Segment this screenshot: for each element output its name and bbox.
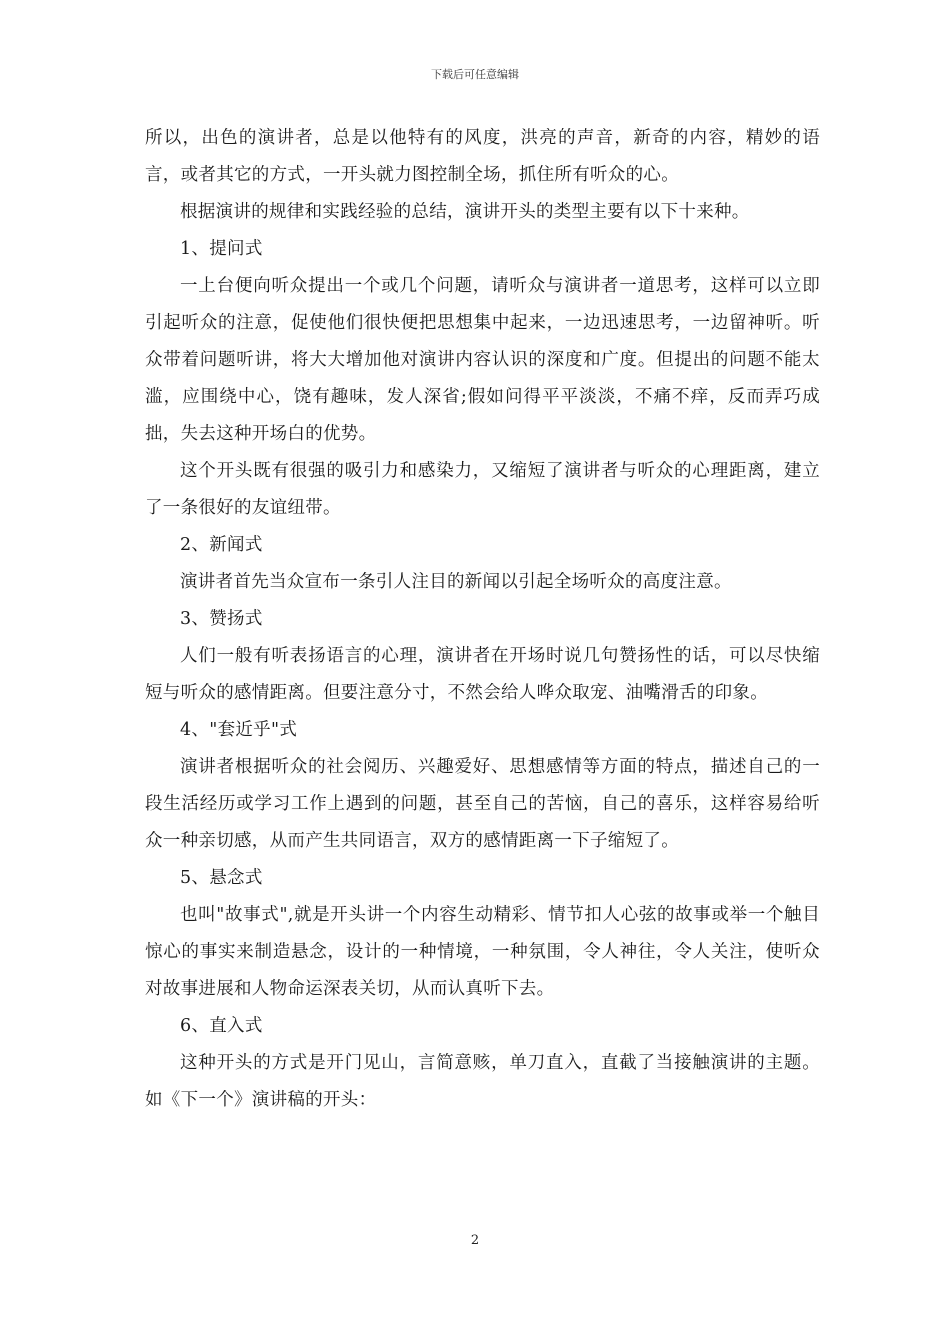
section-heading: 5、悬念式 xyxy=(180,868,263,888)
paragraph: 这个开头既有很强的吸引力和感染力，又缩短了演讲者与听众的心理距离，建立了一条很好的友谊纽带。 xyxy=(145,461,820,518)
page-header: 下载后可任意编辑 xyxy=(431,68,519,81)
section-heading: 1、提问式 xyxy=(180,239,263,259)
section-heading: 6、直入式 xyxy=(180,1016,263,1036)
section-heading: 2、新闻式 xyxy=(180,535,263,555)
page-number: 2 xyxy=(470,1233,480,1248)
paragraph: 也叫"故事式",就是开头讲一个内容生动精彩、情节扣人心弦的故事或举一个触目惊心的事实来制造悬念，设计的一种情境，一种氛围，令人神往，令人关注，使听众对故事进展和人物命运深表关切，从而认真听下去。 xyxy=(145,905,820,999)
paragraph: 演讲者首先当众宣布一条引人注目的新闻以引起全场听众的高度注意。 xyxy=(180,572,732,592)
section-heading: 4、"套近乎"式 xyxy=(180,720,298,740)
paragraph: 根据演讲的规律和实践经验的总结，演讲开头的类型主要有以下十来种。 xyxy=(180,202,750,222)
paragraph: 一上台便向听众提出一个或几个问题，请听众与演讲者一道思考，这样可以立即引起听众的注意，促使他们很快便把思想集中起来，一边迅速思考，一边留神听。听众带着问题听讲，将大大增加他对演讲内容认识的深度和广度。但提出的问题不能太滥，应围绕中心，饶有趣味，发人深省;假如问得平平淡淡，不痛不痒，反而弄巧成拙，失去这种开场白的优势。 xyxy=(145,276,820,444)
section-heading: 3、赞扬式 xyxy=(180,609,263,629)
paragraph: 这种开头的方式是开门见山，言简意赅，单刀直入，直截了当接触演讲的主题。如《下一个》演讲稿的开头： xyxy=(145,1053,820,1110)
paragraph: 人们一般有听表扬语言的心理，演讲者在开场时说几句赞扬性的话，可以尽快缩短与听众的感情距离。但要注意分寸，不然会给人哗众取宠、油嘴滑舌的印象。 xyxy=(145,646,820,703)
document-body xyxy=(145,120,820,1119)
paragraph: 所以，出色的演讲者，总是以他特有的风度，洪亮的声音，新奇的内容，精妙的语言，或者其它的方式，一开头就力图控制全场，抓住所有听众的心。 xyxy=(145,128,820,185)
paragraph: 演讲者根据听众的社会阅历、兴趣爱好、思想感情等方面的特点，描述自己的一段生活经历或学习工作上遇到的问题，甚至自己的苦恼，自己的喜乐，这样容易给听众一种亲切感，从而产生共同语言，双方的感情距离一下子缩短了。 xyxy=(145,757,820,851)
